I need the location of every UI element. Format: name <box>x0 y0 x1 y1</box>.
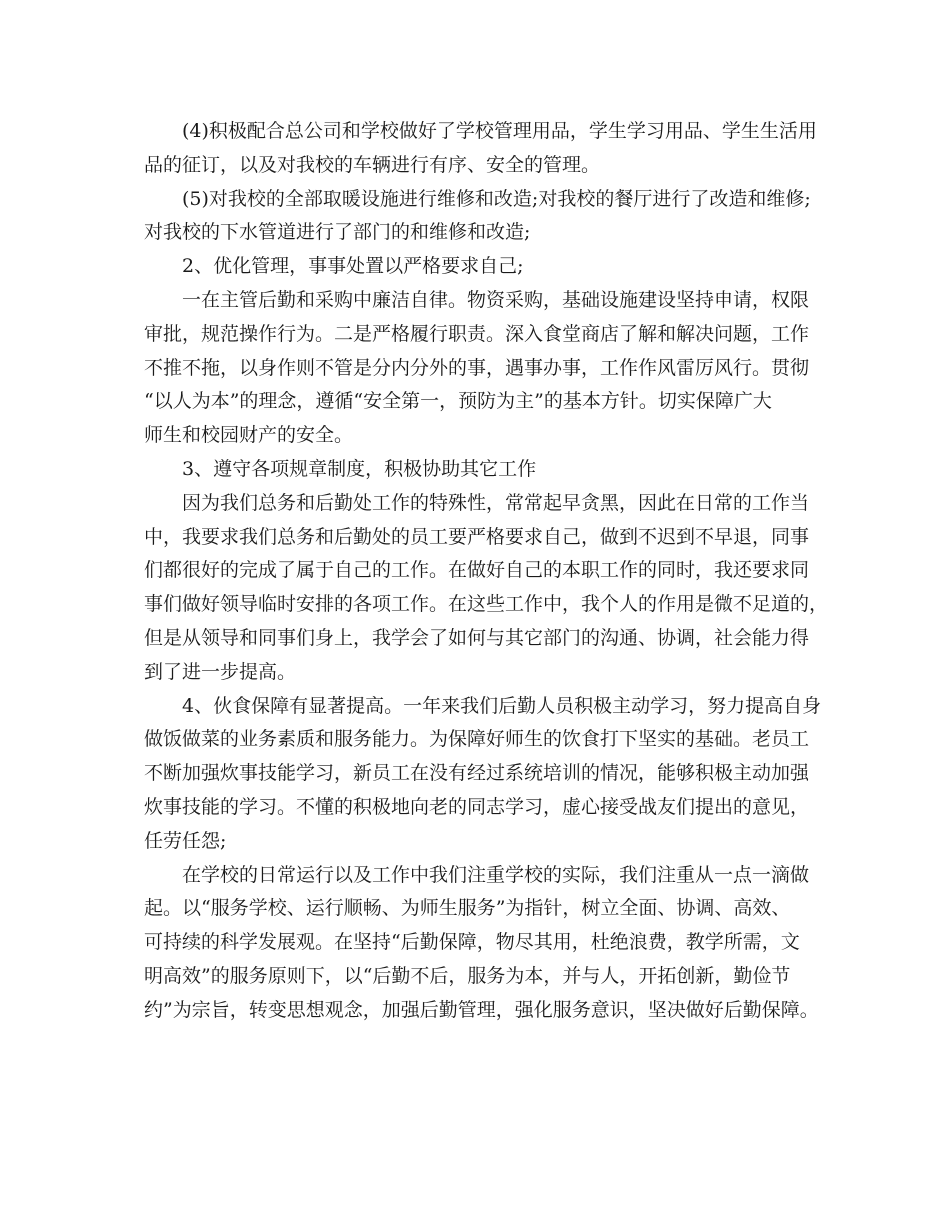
text-line: 任劳任怨; <box>144 829 227 852</box>
text-line: “以人为本”的理念，遵循“安全第一，预防为主”的基本方针。切实保障广大 <box>144 390 772 413</box>
text-line: 起。以“服务学校、运行顺畅、为师生服务”为指针，树立全面、协调、高效、 <box>144 897 791 920</box>
text-line: 但是从领导和同事们身上，我学会了如何与其它部门的沟通、协调，社会能力得 <box>144 626 810 649</box>
paragraph <box>144 487 829 690</box>
text-line: 们都很好的完成了属于自己的工作。在做好自己的本职工作的同时，我还要求同 <box>144 559 810 582</box>
text-line: (4)积极配合总公司和学校做好了学校管理用品，学生学习用品、学生生活用 <box>182 120 817 142</box>
text-line: 可持续的科学发展观。在坚持“后勤保障，物尽其用，杜绝浪费，教学所需，文 <box>144 931 800 954</box>
text-line: 3、遵守各项规章制度，积极协助其它工作 <box>182 457 537 480</box>
text-line: 做饭做菜的业务素质和服务能力。为保障好师生的饮食打下坚实的基础。老员工 <box>144 728 810 751</box>
document-body <box>144 115 829 1028</box>
text-line: 到了进一步提高。 <box>144 660 297 683</box>
text-line: 因为我们总务和后勤处工作的特殊性，常常起早贪黑，因此在日常的工作当 <box>182 491 810 514</box>
text-line: 师生和校园财产的安全。 <box>144 424 354 447</box>
text-line: 在学校的日常运行以及工作中我们注重学校的实际，我们注重从一点一滴做 <box>182 863 810 886</box>
paragraph <box>144 284 824 453</box>
text-line: 4、伙食保障有显著提高。一年来我们后勤人员积极主动学习，努力提高自身 <box>182 694 822 717</box>
text-line: 炊事技能的学习。不懂的积极地向老的同志学习，虚心接受战友们提出的意见， <box>144 795 810 818</box>
text-line: 约”为宗旨，转变思想观念，加强后勤管理，强化服务意识，坚决做好后勤保障。 <box>144 998 819 1021</box>
paragraph <box>144 183 824 251</box>
paragraph <box>144 453 824 487</box>
paragraph <box>144 115 824 183</box>
paragraph <box>144 859 824 1028</box>
paragraph <box>144 690 824 859</box>
text-line: (5)对我校的全部取暖设施进行维修和改造;对我校的餐厅进行了改造和维修; <box>182 187 811 210</box>
text-line: 品的征订，以及对我校的车辆进行有序、安全的管理。 <box>144 153 601 176</box>
text-line: 一在主管后勤和采购中廉洁自律。物资采购，基础设施建设坚持申请，权限 <box>182 288 810 311</box>
text-line: 审批，规范操作行为。二是严格履行职责。深入食堂商店了解和解决问题，工作 <box>144 322 810 345</box>
text-line: 对我校的下水管道进行了部门的和维修和改造; <box>144 221 531 244</box>
text-line: 明高效”的服务原则下，以“后勤不后，服务为本，并与人，开拓创新，勤俭节 <box>144 964 791 987</box>
text-line: 不断加强炊事技能学习，新员工在没有经过系统培训的情况，能够积极主动加强 <box>144 762 810 785</box>
text-line: 事们做好领导临时安排的各项工作。在这些工作中，我个人的作用是微不足道的， <box>144 593 829 616</box>
text-line: 2、优化管理，事事处置以严格要求自己; <box>182 255 524 278</box>
text-line: 不推不拖，以身作则不管是分内分外的事，遇事办事，工作作风雷厉风行。贯彻 <box>144 356 810 379</box>
text-line: 中，我要求我们总务和后勤处的员工要严格要求自己，做到不迟到不早退，同事 <box>144 525 810 548</box>
paragraph <box>144 250 824 284</box>
